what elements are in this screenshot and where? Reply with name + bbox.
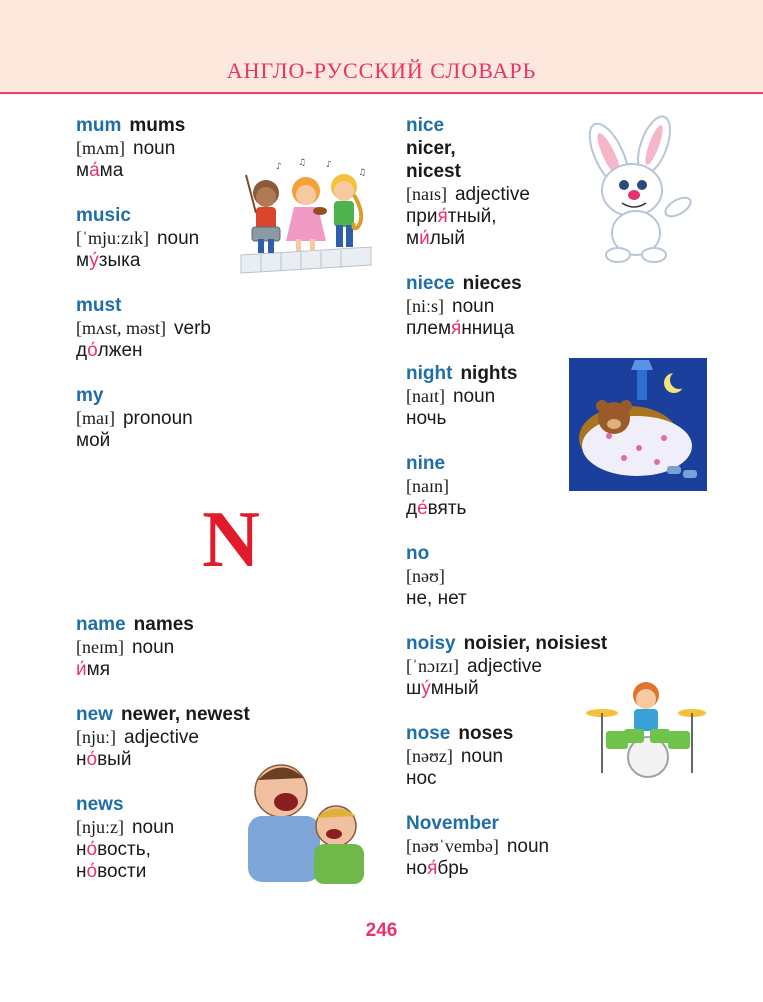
headword-line xyxy=(406,542,706,565)
translation-text: д xyxy=(76,340,88,361)
part-of-speech: noun xyxy=(131,817,175,838)
headword-line xyxy=(76,294,376,317)
word-forms: newer, newest xyxy=(120,704,250,725)
word-forms: noses xyxy=(458,723,514,744)
headword: niece xyxy=(406,273,455,294)
word-forms: nicest xyxy=(406,161,461,182)
translation-text: мный xyxy=(430,678,479,699)
pronunciation-line xyxy=(76,636,376,659)
part-of-speech: verb xyxy=(174,318,211,339)
pronunciation-line xyxy=(76,407,376,430)
drummer-boy-figure xyxy=(246,175,280,253)
transcription: [maɪ] xyxy=(76,408,115,428)
page-title: АНГЛО-РУССКИЙ СЛОВАРЬ xyxy=(226,58,537,83)
dictionary-entry xyxy=(76,294,376,362)
translation-text: при xyxy=(406,206,438,227)
headword-line xyxy=(406,632,706,655)
violin-girl-figure xyxy=(286,177,327,251)
svg-text:♪: ♪ xyxy=(276,162,282,172)
word-forms: nicer, xyxy=(406,138,456,159)
translation-text: вость, xyxy=(97,839,151,860)
part-of-speech: adjective xyxy=(454,184,530,205)
word-forms: noisier, noisiest xyxy=(463,633,608,654)
stressed-vowel: у́ xyxy=(421,678,431,699)
translation-text: лый xyxy=(429,228,466,249)
transcription: [niːs] xyxy=(406,296,444,316)
headword-line xyxy=(76,703,376,726)
word-forms: mums xyxy=(129,115,186,136)
transcription: [ˈmjuːzɪk] xyxy=(76,228,149,248)
bunny-illustration xyxy=(574,115,699,265)
translation-text: зыка xyxy=(98,250,141,271)
part-of-speech: noun xyxy=(506,836,550,857)
section-letter: N xyxy=(202,496,260,584)
translation xyxy=(76,430,376,452)
translation-text: вый xyxy=(97,749,132,770)
stressed-vowel: о́ xyxy=(87,340,98,361)
transcription: [ˈnɔɪzɪ] xyxy=(406,656,459,676)
translation-text: тный, xyxy=(447,206,497,227)
word-forms: names xyxy=(133,614,194,635)
svg-text:♪: ♪ xyxy=(326,160,332,170)
translation-text: м xyxy=(76,160,90,181)
dictionary-entry xyxy=(406,542,706,610)
part-of-speech: noun xyxy=(131,637,175,658)
translation-text: лжен xyxy=(97,340,143,361)
part-of-speech: noun xyxy=(156,228,200,249)
saxophone-boy-figure xyxy=(331,174,361,247)
translation xyxy=(76,340,376,362)
stressed-vowel: и́ xyxy=(419,228,430,249)
stressed-vowel: у́ xyxy=(89,250,99,271)
translation-text: мой xyxy=(76,430,111,451)
headword: name xyxy=(76,614,126,635)
header-divider xyxy=(0,92,763,94)
pronunciation-line xyxy=(76,726,376,749)
translation xyxy=(406,858,706,880)
part-of-speech: adjective xyxy=(124,727,199,748)
pronunciation-line xyxy=(406,565,706,588)
translation-text: ночь xyxy=(406,408,447,429)
translation-text: вять xyxy=(427,498,467,519)
translation-text: д xyxy=(406,498,418,519)
translation xyxy=(406,588,706,610)
transcription: [mʌm] xyxy=(76,138,125,158)
part-of-speech: noun xyxy=(452,296,495,317)
stressed-vowel: и́ xyxy=(76,659,87,680)
translation-text: брь xyxy=(437,858,469,879)
dictionary-entry xyxy=(406,812,706,880)
translation-text: но xyxy=(406,858,428,879)
translation xyxy=(76,659,376,681)
dictionary-entry xyxy=(76,384,376,452)
stressed-vowel: о́ xyxy=(86,861,98,882)
headword: news xyxy=(76,794,124,815)
translation-text: м xyxy=(406,228,420,249)
translation-text: ш xyxy=(406,678,422,699)
part-of-speech: noun xyxy=(133,138,176,159)
transcription: [neɪm] xyxy=(76,637,124,657)
music-notes-decoration xyxy=(276,158,366,178)
stressed-vowel: а́ xyxy=(89,160,100,181)
headword-line xyxy=(76,384,376,407)
word-forms: nights xyxy=(460,363,518,384)
translation-text: вости xyxy=(97,861,147,882)
translation xyxy=(406,318,706,340)
headword: night xyxy=(406,363,453,384)
page-number: 246 xyxy=(365,920,398,941)
headword: nine xyxy=(406,453,446,474)
headword: new xyxy=(76,704,113,725)
translation-text: нос xyxy=(406,768,437,789)
translation-text: н xyxy=(76,839,87,860)
transcription: [mʌst, məst] xyxy=(76,318,166,338)
svg-text:♫: ♫ xyxy=(298,158,307,168)
transcription: [naɪt] xyxy=(406,386,445,406)
part-of-speech: pronoun xyxy=(122,408,193,429)
translation-text: н xyxy=(76,861,87,882)
headword: nice xyxy=(406,115,445,136)
dictionary-entry xyxy=(406,272,706,340)
headword: must xyxy=(76,295,122,316)
stressed-vowel: е́ xyxy=(417,498,428,519)
headword: noisy xyxy=(406,633,456,654)
translation-text: м xyxy=(76,250,90,271)
translation-text: плем xyxy=(406,318,452,339)
stressed-vowel: я́ xyxy=(427,858,438,879)
part-of-speech: noun xyxy=(452,386,496,407)
headword: mum xyxy=(76,115,122,136)
teddy-bear-bed-illustration xyxy=(569,358,707,491)
pronunciation-line xyxy=(406,295,706,318)
pronunciation-line xyxy=(76,317,376,340)
stressed-vowel: о́ xyxy=(86,839,98,860)
translation-text: не, нет xyxy=(406,588,467,609)
headword-line xyxy=(76,613,376,636)
translation-text: нница xyxy=(461,318,515,339)
svg-text:♫: ♫ xyxy=(358,168,367,178)
transcription: [naɪs] xyxy=(406,184,447,204)
stressed-vowel: я́ xyxy=(437,206,448,227)
headword: music xyxy=(76,205,131,226)
children-music-illustration xyxy=(236,155,376,275)
headword: November xyxy=(406,813,499,834)
headword-line xyxy=(406,272,706,295)
headword-line xyxy=(76,114,376,137)
translation-text: н xyxy=(76,749,87,770)
headword: no xyxy=(406,543,430,564)
laughing-men-illustration xyxy=(236,756,376,886)
transcription: [njuː] xyxy=(76,727,116,747)
part-of-speech: adjective xyxy=(466,656,542,677)
translation-text: ма xyxy=(99,160,124,181)
word-forms: nieces xyxy=(462,273,522,294)
transcription: [nəʊz] xyxy=(406,746,453,766)
part-of-speech: noun xyxy=(460,746,504,767)
translation-text: мя xyxy=(86,659,110,680)
transcription: [nəʊ] xyxy=(406,566,445,586)
headword: my xyxy=(76,385,104,406)
headword-line xyxy=(406,812,706,835)
transcription: [nəʊˈvembə] xyxy=(406,836,499,856)
dictionary-entry xyxy=(76,613,376,681)
stressed-vowel: о́ xyxy=(86,749,98,770)
pronunciation-line xyxy=(406,835,706,858)
translation xyxy=(406,498,706,520)
headword: nose xyxy=(406,723,451,744)
stressed-vowel: я́ xyxy=(451,318,462,339)
boy-drums-illustration xyxy=(584,673,708,783)
transcription: [njuːz] xyxy=(76,817,124,837)
transcription: [naɪn] xyxy=(406,476,449,496)
